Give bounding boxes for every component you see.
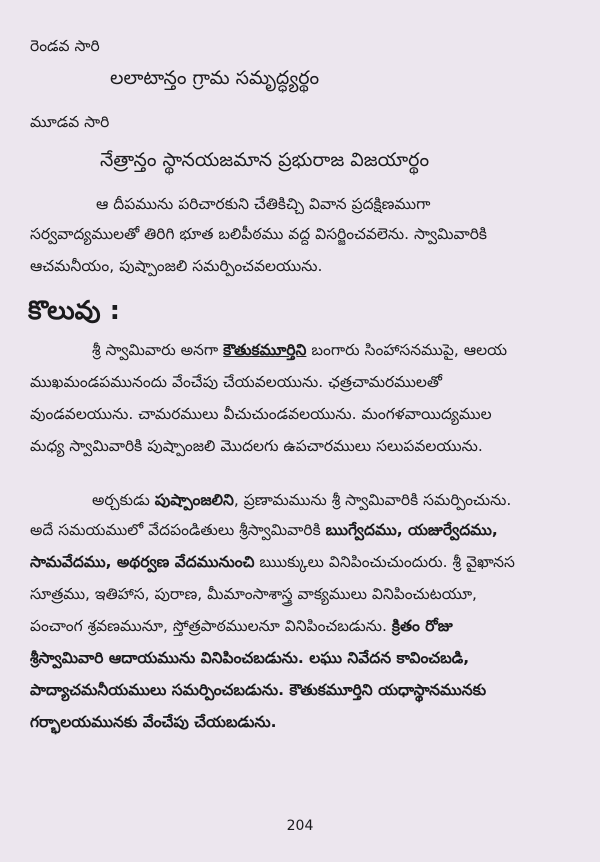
para3-l7b: కౌతుకమూర్తిని యధాస్థానమునకు [289, 681, 487, 699]
para3-line3 [30, 552, 515, 572]
para3-line8: గర్భాలయమునకు వేంచేపు చేయబడును. [30, 713, 277, 731]
round3-label: మూడవ సారి [30, 113, 110, 131]
para3-l1b: పుష్పాంజలిని [154, 491, 234, 509]
para2-l1b: కౌతుకమూర్తిని [223, 341, 307, 359]
para3-l5a: పంచాంగ శ్రవణమునూ, స్తోత్రపాఠములనూ వినిపించబడును. [30, 617, 392, 635]
para3-line7 [30, 680, 486, 700]
para3-line5 [30, 616, 453, 636]
para3-l1c: , ప్రణామమును శ్రీ స్వామివారికి సమర్పించును. [233, 491, 512, 509]
para1-line2: సర్వవాద్యములతో తిరిగి భూత బలిపీఠము వద్ద విసర్జించవలెను. స్వామివారికి [30, 225, 488, 243]
para3-l5b: క్రితం రోజు [391, 617, 453, 635]
para3-l3a: సామవేదము, అథర్వణ వేదమునుంచి [30, 553, 255, 571]
para2-line4: మధ్య స్వామివారికి పుష్పాంజలి మొదలగు ఉపచారములు సలుపవలయును. [30, 437, 483, 455]
para3-l3b: ఋుక్కులు వినిపించుచుందురు. శ్రీ వైఖానస [254, 553, 515, 571]
para3-l2a: అదే సమయములో వేదపండితులు శ్రీస్వామివారికి [30, 521, 326, 539]
para3-l1a: అర్చకుడు [92, 491, 155, 509]
round2-text: లలాటాన్తం గ్రామ సమృద్ధ్యర్థం [110, 67, 320, 89]
para2-l1a: శ్రీ స్వామివారు అనగా [92, 341, 224, 359]
para3-line6: శ్రీస్వామివారి ఆదాయమును వినిపించబడును. లఘు నివేదన కావించబడి, [30, 649, 470, 667]
para3-l2b: ఋగ్వేదము, యజుర్వేదము, [325, 521, 498, 539]
para3-l7a: పాద్యాచమనీయములు సమర్పించబడును. [30, 681, 290, 699]
para2-line2: ముఖమండపమునందు వేంచేపు చేయవలయును. ఛత్రచామరములతో [30, 373, 443, 391]
para1-line1: ఆ దీపమును పరిచారకుని చేతికిచ్చి వివాన ప్రదక్షిణముగా [96, 195, 431, 213]
para2-line1 [92, 340, 507, 360]
section-heading: కొలువు : [28, 296, 120, 326]
round2-label: రెండవ సారి [30, 37, 100, 55]
para3-line1 [92, 490, 511, 510]
para1-line3: ఆచమనీయం, పుష్పాంజలి సమర్పించవలయును. [30, 257, 323, 275]
para3-line4: సూత్రము, ఇతిహాస, పురాణ, మీమాంసాశాస్త్ర వాక్యములు వినిపించుటయూ, [30, 585, 477, 603]
para2-l1c: బంగారు సింహాసనముపై, ఆలయ [306, 341, 508, 359]
round3-text: నేత్రాన్తం స్థానయజమాన ప్రభురాజ విజయార్థం [100, 149, 430, 171]
para3-line2 [30, 520, 498, 540]
page-number: 204 [286, 818, 314, 834]
para2-line3: వుండవలయును. చామరములు వీచుచుండవలయును. మంగళవాయిద్యముల [30, 405, 492, 423]
